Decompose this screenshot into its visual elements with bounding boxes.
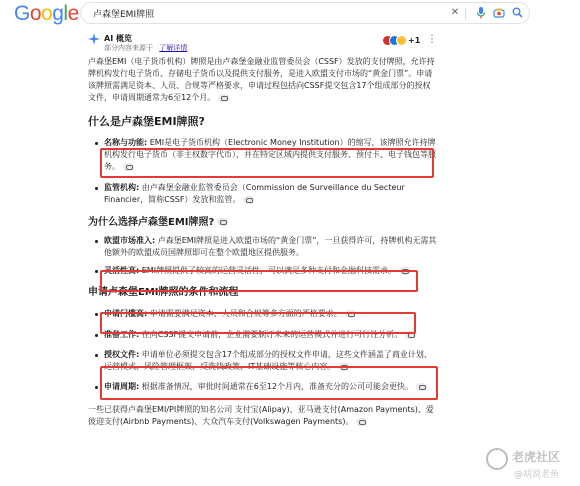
clear-icon[interactable]: ✕ bbox=[450, 7, 460, 18]
citation-link-icon[interactable] bbox=[416, 383, 427, 391]
watermark-user: @胡说老鱼 bbox=[514, 470, 560, 480]
citation-link-icon[interactable] bbox=[399, 267, 410, 275]
search-divider bbox=[465, 8, 466, 20]
logo-letter: l bbox=[63, 2, 68, 25]
section-heading-what: 什么是卢森堡EMI牌照? bbox=[88, 115, 205, 128]
camera-lens-icon[interactable] bbox=[493, 7, 505, 19]
section-heading-why: 为什么选择卢森堡EMI牌照? bbox=[88, 216, 438, 230]
intro-paragraph: 卢森堡EMI（电子货币机构）牌照是由卢森堡金融业监管委员会（CSSF）发放的支付牌照，允许持牌机构发行电子货币、存储电子货币以及提供支付服务，是进入欧盟支付市场的“黄金门票”。申请该牌照需满足资本、人员、合规等严格要求，申请过程包括向CSSF提交包含17个组成部分的授权文件，申请周期通常为6至12个月。 bbox=[88, 57, 435, 102]
list-item-name-function: 名称与功能: EMI是电子货币机构（Electronic Money Institution）的缩写，该牌照允许持牌机构发行电子货币（非主权数字代币），并在特定区域内提供支付服务、预付卡、电子钱包等服务。 bbox=[88, 137, 438, 173]
tiger-community-logo-icon bbox=[486, 448, 508, 470]
list-item-regulator: 监管机构: 由卢森堡金融业监管委员会（Commission de Surveillance du Secteur Financier，简称CSSF）发放和监管。 bbox=[88, 182, 438, 206]
section-heading-conditions: 申请卢森堡EMI牌照的条件和流程 bbox=[88, 287, 239, 298]
search-box[interactable] bbox=[80, 2, 530, 24]
list-item-threshold: 申请门槛高: 申请需要满足资本、人员和合规等多方面的严格要求。 bbox=[88, 308, 438, 320]
watermark-title: 老虎社区 bbox=[512, 450, 561, 464]
citation-link-icon[interactable] bbox=[123, 163, 134, 171]
logo-letter: G bbox=[14, 2, 30, 25]
ai-overview-header bbox=[88, 33, 428, 53]
google-logo[interactable] bbox=[14, 2, 79, 26]
search-header bbox=[0, 0, 580, 28]
citation-link-icon[interactable] bbox=[405, 331, 416, 339]
search-icon[interactable] bbox=[511, 7, 523, 19]
ai-overview-content bbox=[88, 56, 438, 428]
list-item-timeline: 申请周期: 根据准备情况，审批时间通常在6至12个月内，准备充分的公司可能会更快。 bbox=[88, 381, 438, 393]
list-item-preparation: 准备工作: 在向CSSF提交申请前，企业需要制订未来的运营模式并进行可行性分析。 bbox=[88, 329, 438, 341]
citation-link-icon[interactable] bbox=[338, 363, 349, 371]
watermark bbox=[486, 446, 576, 482]
list-item-eu-access: 欧盟市场准入: 卢森堡EMI牌照是进入欧盟市场的“黄金门票”，一旦获得许可，持牌机构无需其他额外的欧盟成员国牌照即可在整个欧盟地区提供服务。 bbox=[88, 235, 438, 259]
microphone-icon[interactable] bbox=[475, 7, 487, 19]
citation-link-icon[interactable] bbox=[217, 218, 228, 226]
citation-link-icon[interactable] bbox=[356, 418, 367, 426]
source-count[interactable]: +1 bbox=[408, 36, 421, 45]
more-options-icon[interactable]: ⋮ bbox=[427, 34, 437, 45]
logo-letter: e bbox=[67, 2, 79, 25]
list-item-documents: 授权文件: 申请单位必须提交包含17个组成部分的授权文件申请，这些文件涵盖了商业计划、运营模式、风险管理框架、反洗钱政策、IT基础设施等核心内容。 bbox=[88, 349, 438, 373]
learn-more-link[interactable]: 了解详情 bbox=[159, 44, 188, 52]
citation-link-icon[interactable] bbox=[243, 196, 254, 204]
source-avatar[interactable] bbox=[396, 35, 407, 46]
ai-overview-subtitle: 部分内容来源于 了解详情 bbox=[104, 44, 188, 52]
logo-letter: o bbox=[41, 2, 53, 25]
citation-link-icon[interactable] bbox=[218, 94, 229, 102]
citation-link-icon[interactable] bbox=[345, 310, 356, 318]
search-input[interactable]: 卢森堡EMI牌照 bbox=[93, 10, 155, 20]
list-item-flexibility: 灵活性高: EMI牌照提供了较高的运营灵活性，可以满足多种支付和金融科技需求。 bbox=[88, 265, 438, 277]
ai-overview-title: AI 概览 bbox=[104, 34, 132, 43]
logo-letter: g bbox=[52, 2, 64, 25]
ai-sparkle-icon bbox=[88, 33, 100, 45]
logo-letter: o bbox=[29, 2, 42, 25]
footer-paragraph: 一些已获得卢森堡EMI/PI牌照的知名公司 支付宝(Alipay)、亚马逊支付(Amazon Payments)、爱彼迎支付(Airbnb Payments)、大众汽车支付(Volkswagen Payments)。 bbox=[88, 405, 434, 426]
